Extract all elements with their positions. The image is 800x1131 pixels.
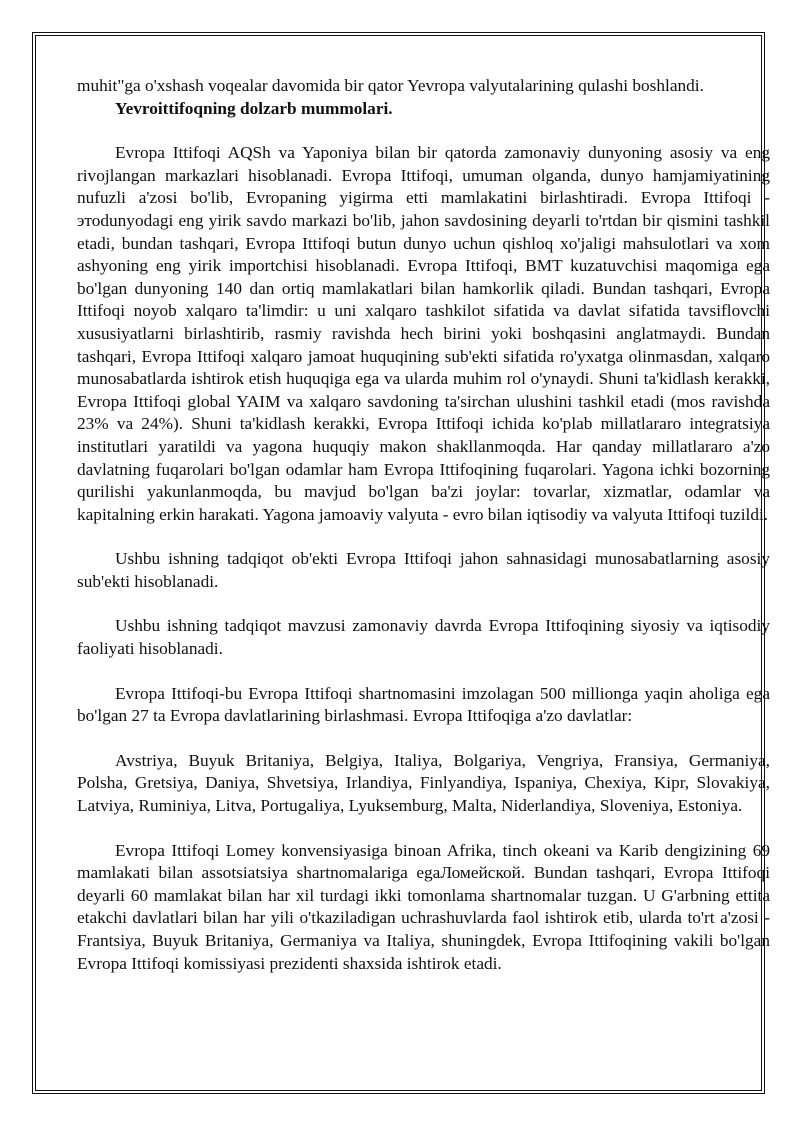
paragraph-research-subject: Ushbu ishning tadqiqot mavzusi zamonaviy davrda Evropa Ittifoqining siyosiy va iqtisodiy faoliyati hisoblanadi. bbox=[77, 616, 770, 659]
continuation-text: muhit"ga o'xshash voqealar davomida bir qator Yevropa valyutalarining qulashi boshlandi. bbox=[77, 76, 704, 95]
paragraph-eu-definition: Evropa Ittifoqi-bu Evropa Ittifoqi shartnomasini imzolagan 500 millionga yaqin aholiga ega bo'lgan 27 ta Evropa davlatlarining birlashmasi. Evropa Ittifoqiga a'zo davlatlar: bbox=[77, 683, 770, 726]
document-body bbox=[77, 75, 770, 997]
section-heading: Yevroittifoqning dolzarb mummolari. bbox=[115, 98, 393, 118]
paragraph-lome-convention: Evropa Ittifoqi Lomey konvensiyasiga binoan Afrika, tinch okeani va Karib dengizining 69 mamlakati bilan assotsiatsiya shartnomalariga egaЛомейской. Bundan tashqari, Evropa Ittifoqi deyarli 60 mamlakat bilan har xil turdagi ikki tomonlama shartnomalar tuzgan. U G'arbning ettita etakchi davlatlari bilan har yili o'tkaziladigan uchrashuvlarda faol ishtirok etib, ularda to'rt a'zosi - Frantsiya, Buyuk Britaniya, Germaniya va Italiya, shuningdek, Evropa Ittifoqining vakili bo'lgan Evropa Ittifoqi komissiyasi prezidenti shaxsida ishtirok etadi. bbox=[77, 840, 770, 973]
paragraph-research-object: Ushbu ishning tadqiqot ob'ekti Evropa Ittifoqi jahon sahnasidagi munosabatlarning asosiy sub'ekti hisoblanadi. bbox=[77, 549, 770, 591]
paragraph-member-states: Avstriya, Buyuk Britaniya, Belgiya, Italiya, Bolgariya, Vengriya, Fransiya, Germaniya, Polsha, Gretsiya, Daniya, Shvetsiya, Irlandiya, Finlyandiya, Ispaniya, Chexiya, Kipr, Slovakiya, Latviya, Ruminiya, Litva, Portugaliya, Lyuksemburg, Malta, Niderlandiya, Sloveniya, Estoniya. bbox=[77, 750, 770, 816]
paragraph-intro: Evropa Ittifoqi AQSh va Yaponiya bilan bir qatorda zamonaviy dunyoning asosiy va eng rivojlangan markazlari hisoblanadi. Evropa Ittifoqi, umuman olganda, dunyo hamjamiyatining nufuzli a'zosi bo'lib, Evropaning yigirma etti mamlakatini birlashtiradi. Evropa Ittifoqi - этоdunyodagi eng yirik savdo markazi bo'lib, jahon savdosining deyarli to'rtdan bir qismini tashkil etadi, bundan tashqari, Evropa Ittifoqi butun dunyo uchun qishloq xo'jaligi mahsulotlari va xom ashyoning eng yirik importchisi hisoblanadi. Evropa Ittifoqi, BMT kuzatuvchisi maqomiga ega bo'lgan dunyoning 140 dan ortiq mamlakatlari bilan hamkorlik qiladi. Bundan tashqari, Evropa Ittifoqi noyob xalqaro ta'limdir: u uni xalqaro tashkilot sifatida va davlat sifatida tavsiflovchi xususiyatlarni birlashtirib, rasmiy ravishda hech birini yoki boshqasini anglatmaydi. Bundan tashqari, Evropa Ittifoqi xalqaro jamoat huquqining sub'ekti sifatida ro'yxatga olinmasdan, xalqaro munosabatlarda ishtirok etish huquqiga ega va ularda muhim rol o'ynaydi. Shuni ta'kidlash kerakki, Evropa Ittifoqi global YAIM va xalqaro savdoning ta'sirchan ulushini tashkil etadi (mos ravishda 23% va 24%). Shuni ta'kidlash kerakki, Evropa Ittifoqi ichida ko'plab millatlararo integratsiya institutlari yaratildi va yagona huquqiy makon shakllanmoqda. Har qanday millatlararo a'zo davlatning fuqarolari bo'lgan odamlar ham Evropa Ittifoqining fuqarolari. Yagona ichki bozorning qurilishi yakunlanmoqda, bu mavjud bo'lgan ba'zi joylar: tovarlar, xizmatlar, odamlar va kapitalning erkin harakati. Yagona jamoaviy valyuta - evro bilan iqtisodiy va valyuta Ittifoqi tuzildi. bbox=[77, 143, 770, 524]
